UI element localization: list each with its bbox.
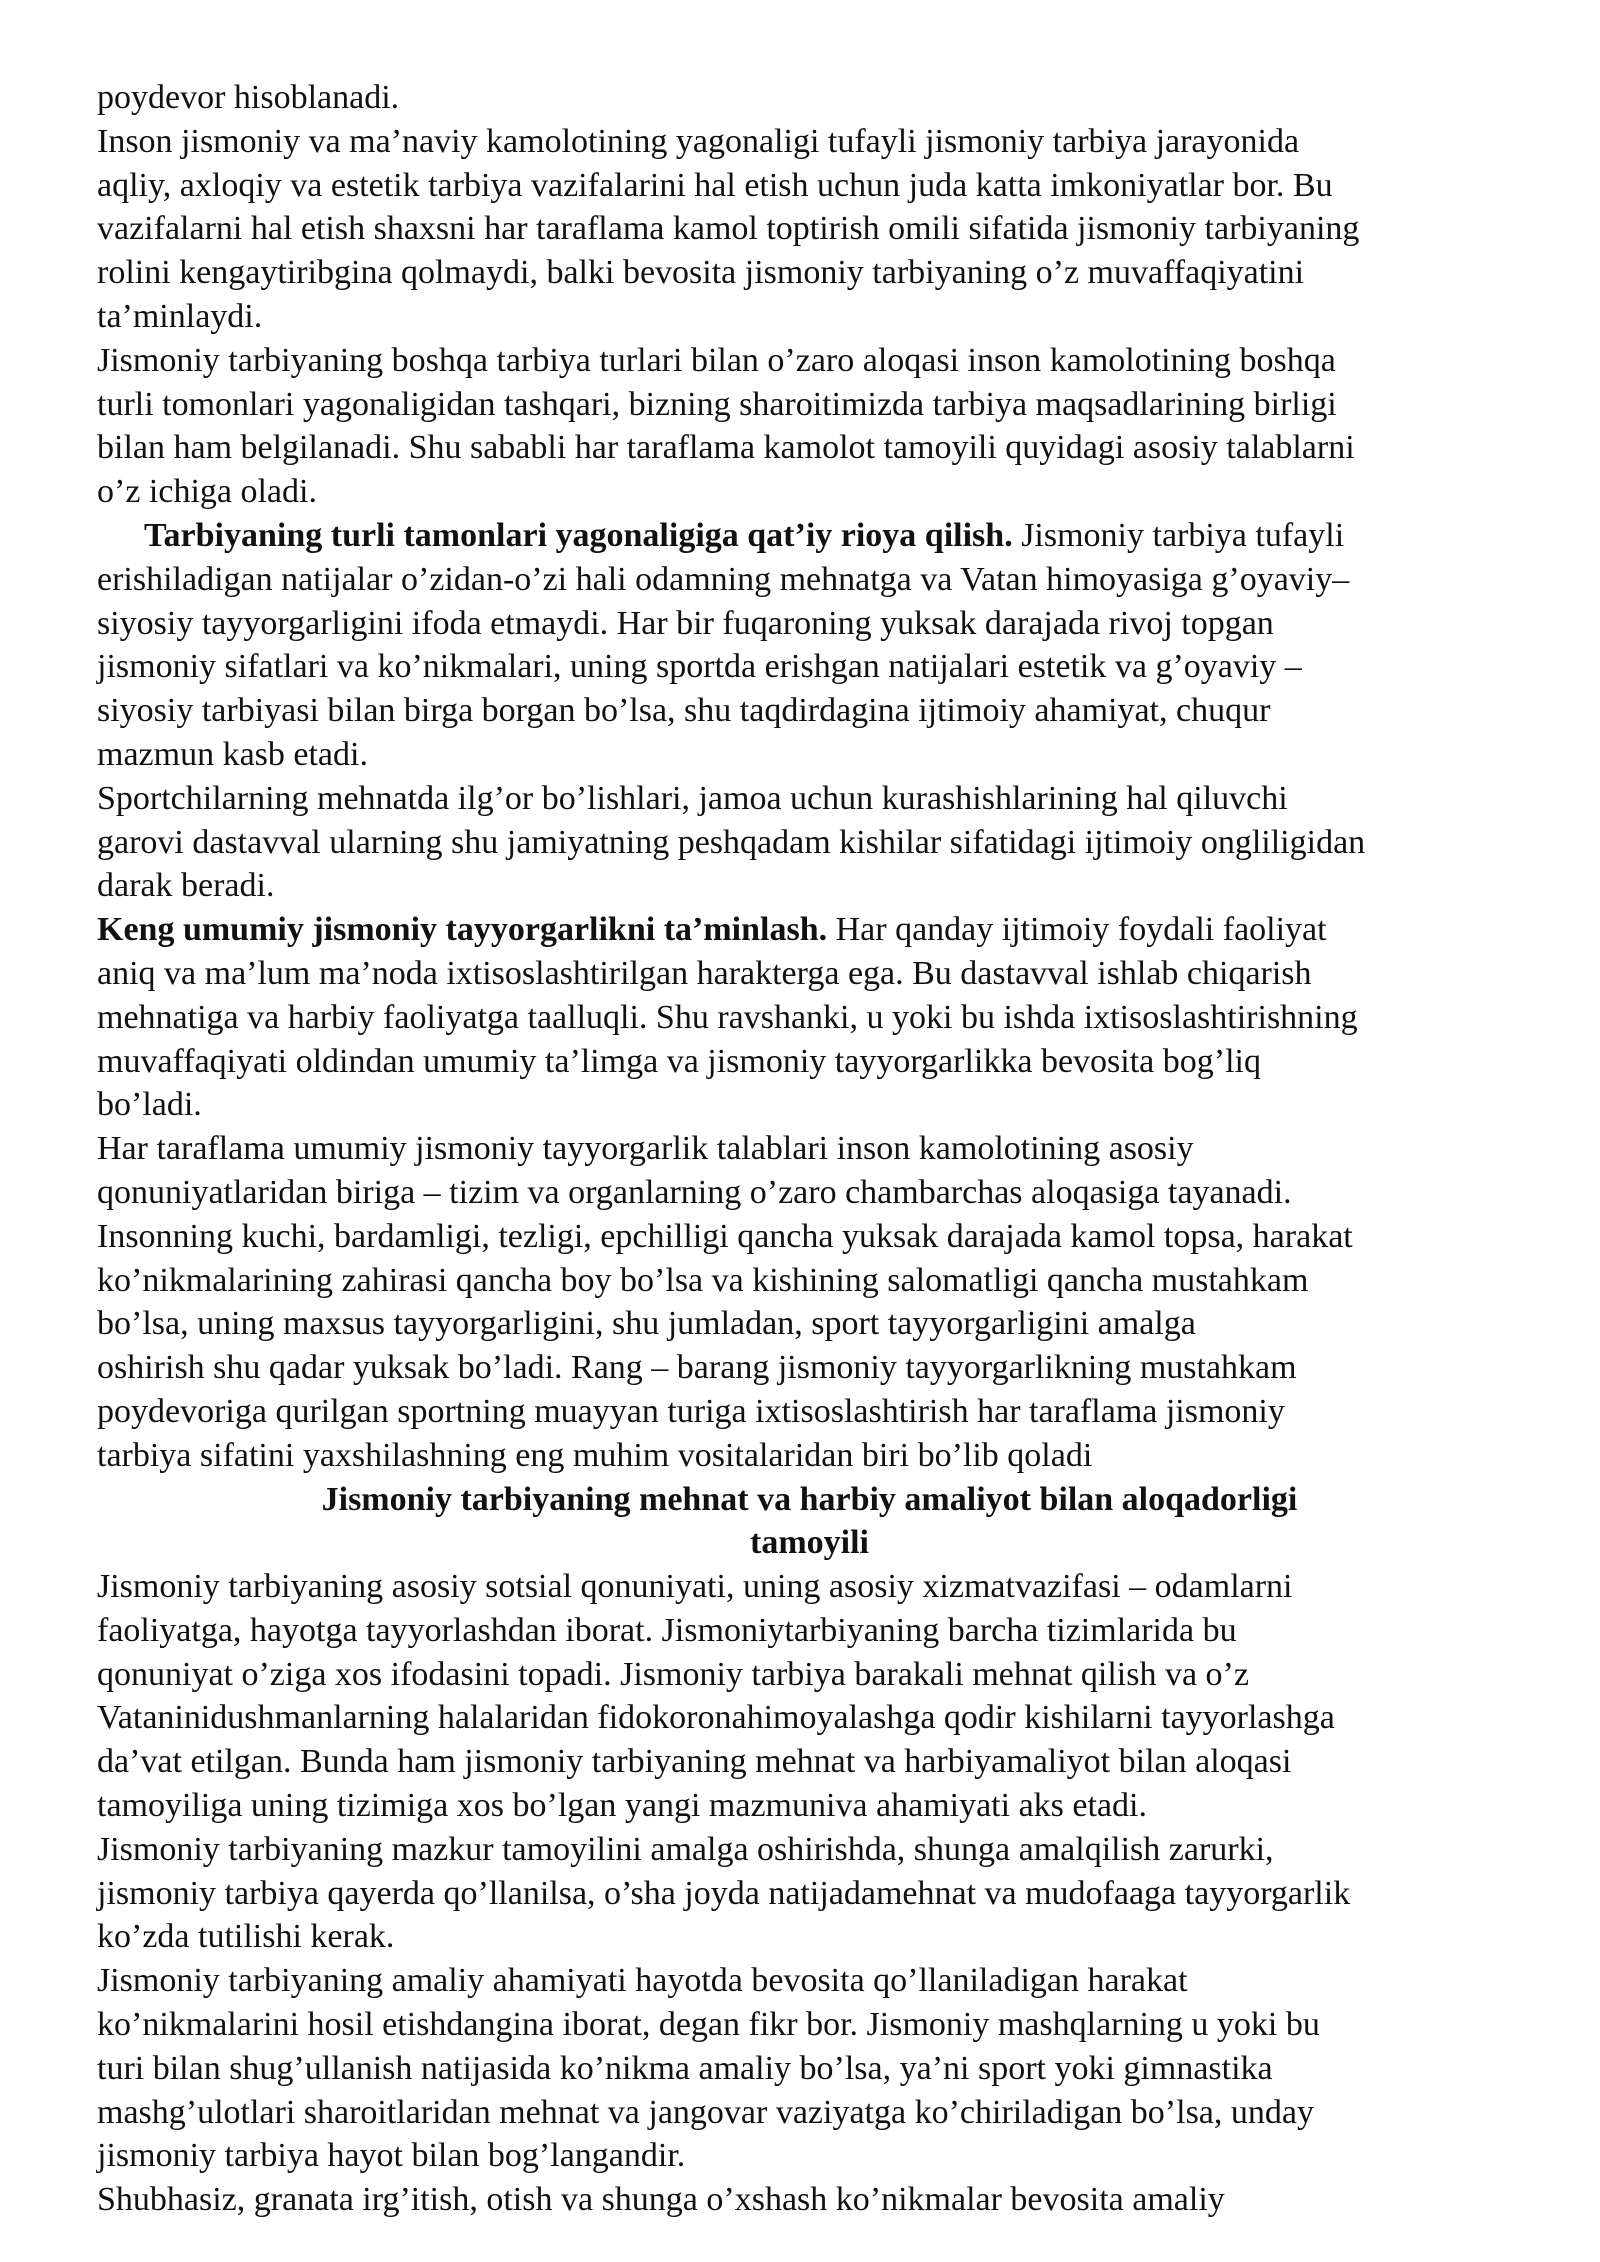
line-text: Har qanday ijtimoiy foydali faoliyat	[827, 911, 1327, 949]
line-text: rolini kengaytiribgina qolmaydi, balki bevosita jismoniy tarbiyaning o’z muvaffaqiyatini	[97, 254, 1305, 292]
line-text: tamoyili	[750, 1524, 869, 1562]
line-text: Har taraflama umumiy jismoniy tayyorgarlik talablari inson kamolotining asosiy	[97, 1130, 1194, 1168]
line-text: Jismoniy tarbiyaning mazkur tamoyilini amalga oshirishda, shunga amalqilish zarurki,	[97, 1830, 1274, 1868]
text-line	[97, 1784, 1522, 1828]
line-text: garovi dastavval ularning shu jamiyatning peshqadam kishilar sifatidagi ijtimoiy ongliligidan	[97, 823, 1366, 861]
line-text: Vataninidushmanlarning halalaridan fidokoronahimoyalashga qodir kishilarni tayyorlashga	[97, 1699, 1335, 1737]
text-line	[97, 2003, 1522, 2047]
line-text: o’z ichiga oladi.	[97, 473, 317, 511]
text-line	[97, 821, 1522, 865]
text-line	[97, 2091, 1522, 2135]
text-line	[97, 1653, 1522, 1697]
section-heading	[97, 1478, 1522, 1522]
text-line	[97, 514, 1522, 558]
text-line	[97, 1259, 1522, 1303]
text-line	[97, 1171, 1522, 1215]
line-text: Jismoniy tarbiyaning amaliy ahamiyati hayotda bevosita qo’llaniladigan harakat	[97, 1962, 1188, 2000]
text-line	[97, 295, 1522, 339]
line-text: mashg’ulotlari sharoitlaridan mehnat va jangovar vaziyatga ko’chiriladigan bo’lsa, unday	[97, 2093, 1314, 2131]
line-text: Inson jismoniy va ma’naviy kamolotining yagonaligi tufayli jismoniy tarbiya jarayonida	[97, 122, 1300, 160]
bold-lead-phrase: Tarbiyaning turli tamonlari yagonaligiga qat’iy rioya qilish.	[144, 516, 1013, 554]
text-line	[97, 645, 1522, 689]
text-line	[97, 2047, 1522, 2091]
line-text: Sportchilarning mehnatda ilg’or bo’lishlari, jamoa uchun kurashishlarining hal qiluvchi	[97, 779, 1288, 817]
line-text: tamoyiliga uning tizimiga xos bo’lgan yangi mazmuniva ahamiyati aks etadi.	[97, 1787, 1147, 1825]
line-text: muvaffaqiyati oldindan umumiy ta’limga va jismoniy tayyorgarlikka bevosita bog’liq	[97, 1042, 1261, 1080]
section-heading	[97, 1521, 1522, 1565]
line-text: oshirish shu qadar yuksak bo’ladi. Rang – barang jismoniy tayyorgarlikning mustahkam	[97, 1349, 1297, 1387]
text-line	[97, 689, 1522, 733]
text-line	[97, 1915, 1522, 1959]
text-line	[97, 952, 1522, 996]
line-text: qonuniyat o’ziga xos ifodasini topadi. Jismoniy tarbiya barakali mehnat qilish va o’z	[97, 1655, 1249, 1693]
text-line	[97, 1696, 1522, 1740]
text-line	[97, 1083, 1522, 1127]
line-text: da’vat etilgan. Bunda ham jismoniy tarbiyaning mehnat va harbiyamaliyot bilan aloqasi	[97, 1743, 1292, 1781]
line-text: mazmun kasb etadi.	[97, 735, 368, 773]
text-line	[97, 1040, 1522, 1084]
text-line	[97, 120, 1522, 164]
line-text: Jismoniy tarbiyaning mehnat va harbiy amaliyot bilan aloqadorligi	[321, 1480, 1298, 1518]
text-line	[97, 777, 1522, 821]
text-line	[97, 2178, 1522, 2222]
line-text: tarbiya sifatini yaxshilashning eng muhim vositalaridan biri bo’lib qoladi	[97, 1436, 1093, 1474]
line-text: Jismoniy tarbiyaning asosiy sotsial qonuniyati, uning asosiy xizmatvazifasi – odamlarni	[97, 1568, 1293, 1606]
line-text: qonuniyatlaridan biriga – tizim va organlarning o’zaro chambarchas aloqasiga tayanadi.	[97, 1173, 1292, 1211]
line-text: bo’ladi.	[97, 1086, 202, 1124]
line-text: poydevor hisoblanadi.	[97, 79, 400, 116]
text-line	[97, 558, 1522, 602]
line-text: siyosiy tarbiyasi bilan birga borgan bo’lsa, shu taqdirdagina ijtimoiy ahamiyat, chuqur	[97, 692, 1271, 730]
text-line	[97, 426, 1522, 470]
line-text: siyosiy tayyorgarligini ifoda etmaydi. Har bir fuqaroning yuksak darajada rivoj topgan	[97, 604, 1274, 642]
text-line	[97, 1346, 1522, 1390]
text-line	[97, 2134, 1522, 2178]
line-text: mehnatiga va harbiy faoliyatga taalluqli. Shu ravshanki, u yoki bu ishda ixtisoslashtirishning	[97, 998, 1358, 1036]
text-line	[97, 1828, 1522, 1872]
text-line	[97, 1740, 1522, 1784]
text-line	[97, 1390, 1522, 1434]
text-line	[97, 996, 1522, 1040]
text-line	[97, 339, 1522, 383]
line-text: erishiladigan natijalar o’zidan-o’zi hali odamning mehnatga va Vatan himoyasiga g’oyaviy–	[97, 560, 1350, 598]
line-text: Jismoniy tarbiya tufayli	[1012, 516, 1345, 554]
line-text: aqliy, axloqiy va estetik tarbiya vazifalarini hal etish uchun juda katta imkoniyatlar bor. Bu	[97, 166, 1333, 204]
line-text: poydevoriga qurilgan sportning muayyan turiga ixtisoslashtirish har taraflama jismoniy	[97, 1392, 1285, 1430]
line-text: turi bilan shug’ullanish natijasida ko’nikma amaliy bo’lsa, ya’ni sport yoki gimnastika	[97, 2049, 1273, 2087]
line-text: Jismoniy tarbiyaning boshqa tarbiya turlari bilan o’zaro aloqasi inson kamolotining boshqa	[97, 341, 1336, 379]
text-line	[97, 1609, 1522, 1653]
line-text: darak beradi.	[97, 867, 275, 905]
text-line	[97, 908, 1522, 952]
line-text: bilan ham belgilanadi. Shu sababli har taraflama kamolot tamoyili quyidagi asosiy talablarni	[97, 429, 1355, 467]
line-text: jismoniy tarbiya hayot bilan bog’langandir.	[97, 2137, 686, 2175]
line-text: jismoniy sifatlari va ko’nikmalari, uning sportda erishgan natijalari estetik va g’oyaviy –	[97, 648, 1302, 686]
line-text: ko’nikmalarining zahirasi qancha boy bo’lsa va kishining salomatligi qancha mustahkam	[97, 1261, 1309, 1299]
text-line	[97, 1959, 1522, 2003]
text-line	[97, 864, 1522, 908]
text-line	[97, 1434, 1522, 1478]
text-line	[97, 383, 1522, 427]
document-page	[97, 76, 1522, 2222]
line-text: Shubhasiz, granata irg’itish, otish va shunga o’xshash ko’nikmalar bevosita amaliy	[97, 2181, 1225, 2219]
bold-lead-phrase: Keng umumiy jismoniy tayyorgarlikni ta’minlash.	[97, 911, 828, 949]
text-line	[97, 1127, 1522, 1171]
line-text: vazifalarni hal etish shaxsni har taraflama kamol toptirish omili sifatida jismoniy tarbiyaning	[97, 210, 1360, 248]
text-line	[97, 1872, 1522, 1916]
text-line	[97, 207, 1522, 251]
line-text: bo’lsa, uning maxsus tayyorgarligini, shu jumladan, sport tayyorgarligini amalga	[97, 1305, 1196, 1343]
text-line	[97, 1302, 1522, 1346]
line-text: jismoniy tarbiya qayerda qo’llanilsa, o’sha joyda natijadamehnat va mudofaaga tayyorgarlik	[97, 1874, 1351, 1912]
text-line	[97, 76, 1522, 120]
text-line	[97, 733, 1522, 777]
line-text: faoliyatga, hayotga tayyorlashdan iborat. Jismoniytarbiyaning barcha tizimlarida bu	[97, 1611, 1237, 1649]
line-text: turli tomonlari yagonaligidan tashqari, bizning sharoitimizda tarbiya maqsadlarining birligi	[97, 385, 1337, 423]
text-line	[97, 470, 1522, 514]
text-line	[97, 1215, 1522, 1259]
text-line	[97, 164, 1522, 208]
line-text: Insonning kuchi, bardamligi, tezligi, epchilligi qancha yuksak darajada kamol topsa, harakat	[97, 1217, 1353, 1255]
text-line	[97, 602, 1522, 646]
text-line	[97, 251, 1522, 295]
text-line	[97, 1565, 1522, 1609]
line-text: ta’minlaydi.	[97, 297, 263, 335]
line-text: aniq va ma’lum ma’noda ixtisoslashtirilgan harakterga ega. Bu dastavval ishlab chiqarish	[97, 954, 1312, 992]
line-text: ko’nikmalarini hosil etishdangina iborat, degan fikr bor. Jismoniy mashqlarning u yoki bu	[97, 2006, 1320, 2044]
line-text: ko’zda tutilishi kerak.	[97, 1918, 395, 1956]
